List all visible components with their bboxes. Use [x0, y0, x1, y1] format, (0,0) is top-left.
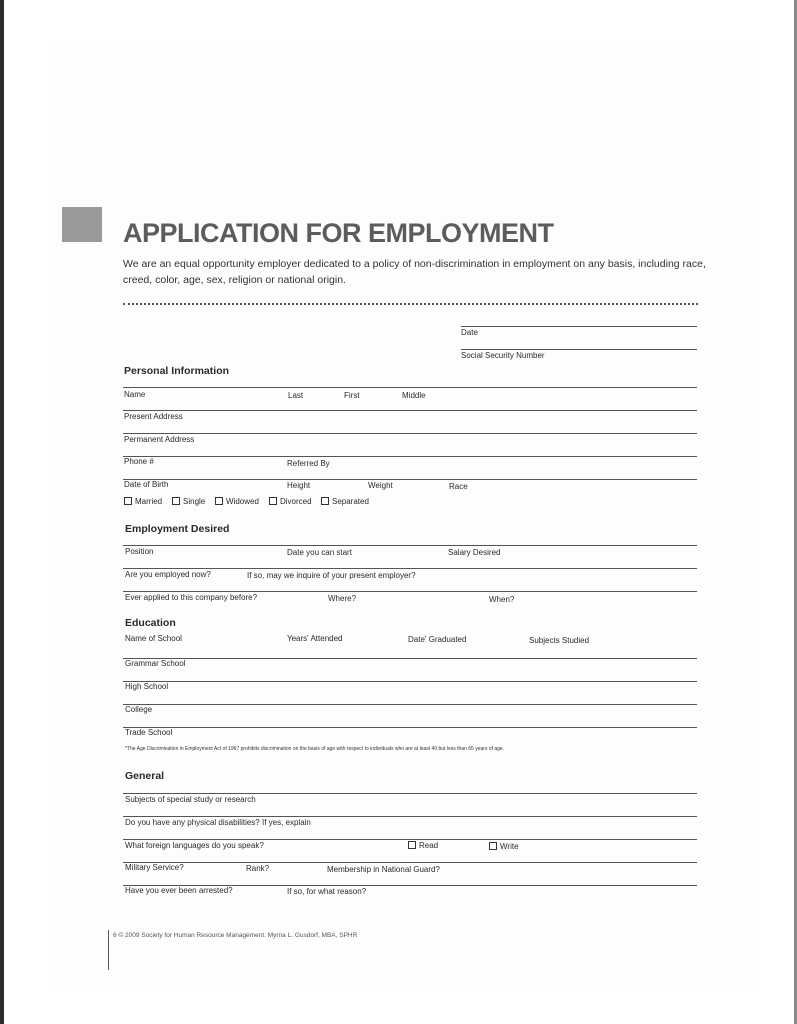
national-guard-label: Membership in National Guard?	[327, 865, 440, 874]
intro-text: We are an equal opportunity employer dedicated to a policy of non-discrimination in employment on any basis, including race, creed, color, age, sex, religion or national origin.	[123, 258, 706, 286]
checkbox-icon[interactable]	[269, 497, 277, 505]
middle-label: Middle	[402, 391, 426, 400]
marital-widowed-option[interactable]: Widowed	[215, 497, 259, 506]
dotted-separator	[123, 303, 698, 305]
checkbox-icon[interactable]	[124, 497, 132, 505]
high-school-line[interactable]	[123, 681, 697, 682]
col-date-graduated: Date' Graduated	[408, 635, 467, 644]
race-label: Race	[449, 482, 468, 491]
applied-before-label: Ever applied to this company before?	[125, 593, 258, 602]
dob-line[interactable]	[123, 479, 697, 480]
last-label: Last	[288, 391, 304, 400]
arrested-label: Have you ever been arrested?	[125, 886, 233, 895]
employed-now-label: Are you employed now?	[125, 570, 211, 579]
college-label: College	[125, 705, 153, 714]
college-line[interactable]	[123, 704, 697, 705]
checkbox-icon[interactable]	[215, 497, 223, 505]
permanent-address-line[interactable]	[123, 433, 697, 434]
scan-left-edge	[0, 0, 4, 1024]
col-subjects-studied: Subjects Studied	[529, 636, 590, 645]
phone-line[interactable]	[123, 456, 697, 457]
trade-school-label: Trade School	[125, 728, 173, 737]
name-line[interactable]	[123, 387, 697, 388]
dob-label: Date of Birth	[124, 480, 169, 489]
when-label: When?	[489, 595, 515, 604]
education-heading: Education	[125, 617, 176, 629]
present-address-line[interactable]	[123, 410, 697, 411]
ssn-label: Social Security Number	[461, 351, 545, 360]
name-label: Name	[124, 390, 146, 399]
form-title: APPLICATION FOR EMPLOYMENT	[123, 218, 554, 248]
footer-rule	[108, 930, 109, 970]
disabilities-label: Do you have any physical disabilities? If yes, explain	[125, 818, 311, 827]
age-footnote: *The Age Discrimination in Employment Act of 1967 prohibits discrimination on the basis of age with respect to individuals who are at least 40 but less than 65 years of age.	[125, 746, 505, 752]
employed-now-line[interactable]	[123, 568, 697, 569]
weight-label: Weight	[368, 481, 393, 490]
personal-heading: Personal Information	[124, 365, 230, 377]
col-years-attended: Years' Attended	[287, 634, 343, 643]
special-study-label: Subjects of special study or research	[125, 795, 256, 804]
checkbox-icon[interactable]	[489, 842, 497, 850]
height-label: Height	[287, 481, 311, 490]
trade-school-line[interactable]	[123, 727, 697, 728]
present-address-label: Present Address	[124, 412, 183, 421]
date-line[interactable]	[461, 326, 697, 327]
grey-tab-marker	[62, 207, 102, 242]
marital-separated-option[interactable]: Separated	[321, 497, 369, 506]
position-label: Position	[125, 547, 154, 556]
languages-label: What foreign languages do you speak?	[125, 841, 264, 850]
checkbox-icon[interactable]	[321, 497, 329, 505]
rank-label: Rank?	[246, 864, 270, 873]
employment-heading: Employment Desired	[125, 523, 230, 535]
inquire-label: If so, may we inquire of your present employer?	[247, 571, 416, 580]
salary-label: Salary Desired	[448, 548, 501, 557]
military-label: Military Service?	[125, 863, 184, 872]
marital-single-option[interactable]: Single	[172, 497, 205, 506]
referred-by-label: Referred By	[287, 459, 330, 468]
start-date-label: Date you can start	[287, 548, 352, 557]
first-label: First	[344, 391, 360, 400]
checkbox-icon[interactable]	[172, 497, 180, 505]
marital-divorced-option[interactable]: Divorced	[269, 497, 312, 506]
special-study-line[interactable]	[123, 793, 697, 794]
grammar-school-line[interactable]	[123, 658, 697, 659]
reason-label: If so, for what reason?	[287, 887, 367, 896]
position-line[interactable]	[123, 545, 697, 546]
date-label: Date	[461, 328, 478, 337]
phone-label: Phone #	[124, 457, 154, 466]
disabilities-line[interactable]	[123, 816, 697, 817]
high-school-label: High School	[125, 682, 169, 691]
checkbox-icon[interactable]	[408, 841, 416, 849]
permanent-address-label: Permanent Address	[124, 435, 195, 444]
write-option[interactable]: Write	[489, 842, 519, 851]
copyright-footer: 6 © 2009 Society for Human Resource Management. Myrna L. Gusdorf, MBA, SPHR	[113, 932, 358, 939]
where-label: Where?	[328, 594, 357, 603]
ssn-line[interactable]	[461, 349, 697, 350]
general-heading: General	[125, 770, 165, 782]
applied-before-line[interactable]	[123, 591, 697, 592]
read-option[interactable]: Read	[408, 841, 438, 850]
marital-married-option[interactable]: Married	[124, 497, 162, 506]
languages-line[interactable]	[123, 839, 697, 840]
col-name-of-school: Name of School	[125, 634, 182, 643]
military-line[interactable]	[123, 862, 697, 863]
grammar-school-label: Grammar School	[125, 659, 186, 668]
